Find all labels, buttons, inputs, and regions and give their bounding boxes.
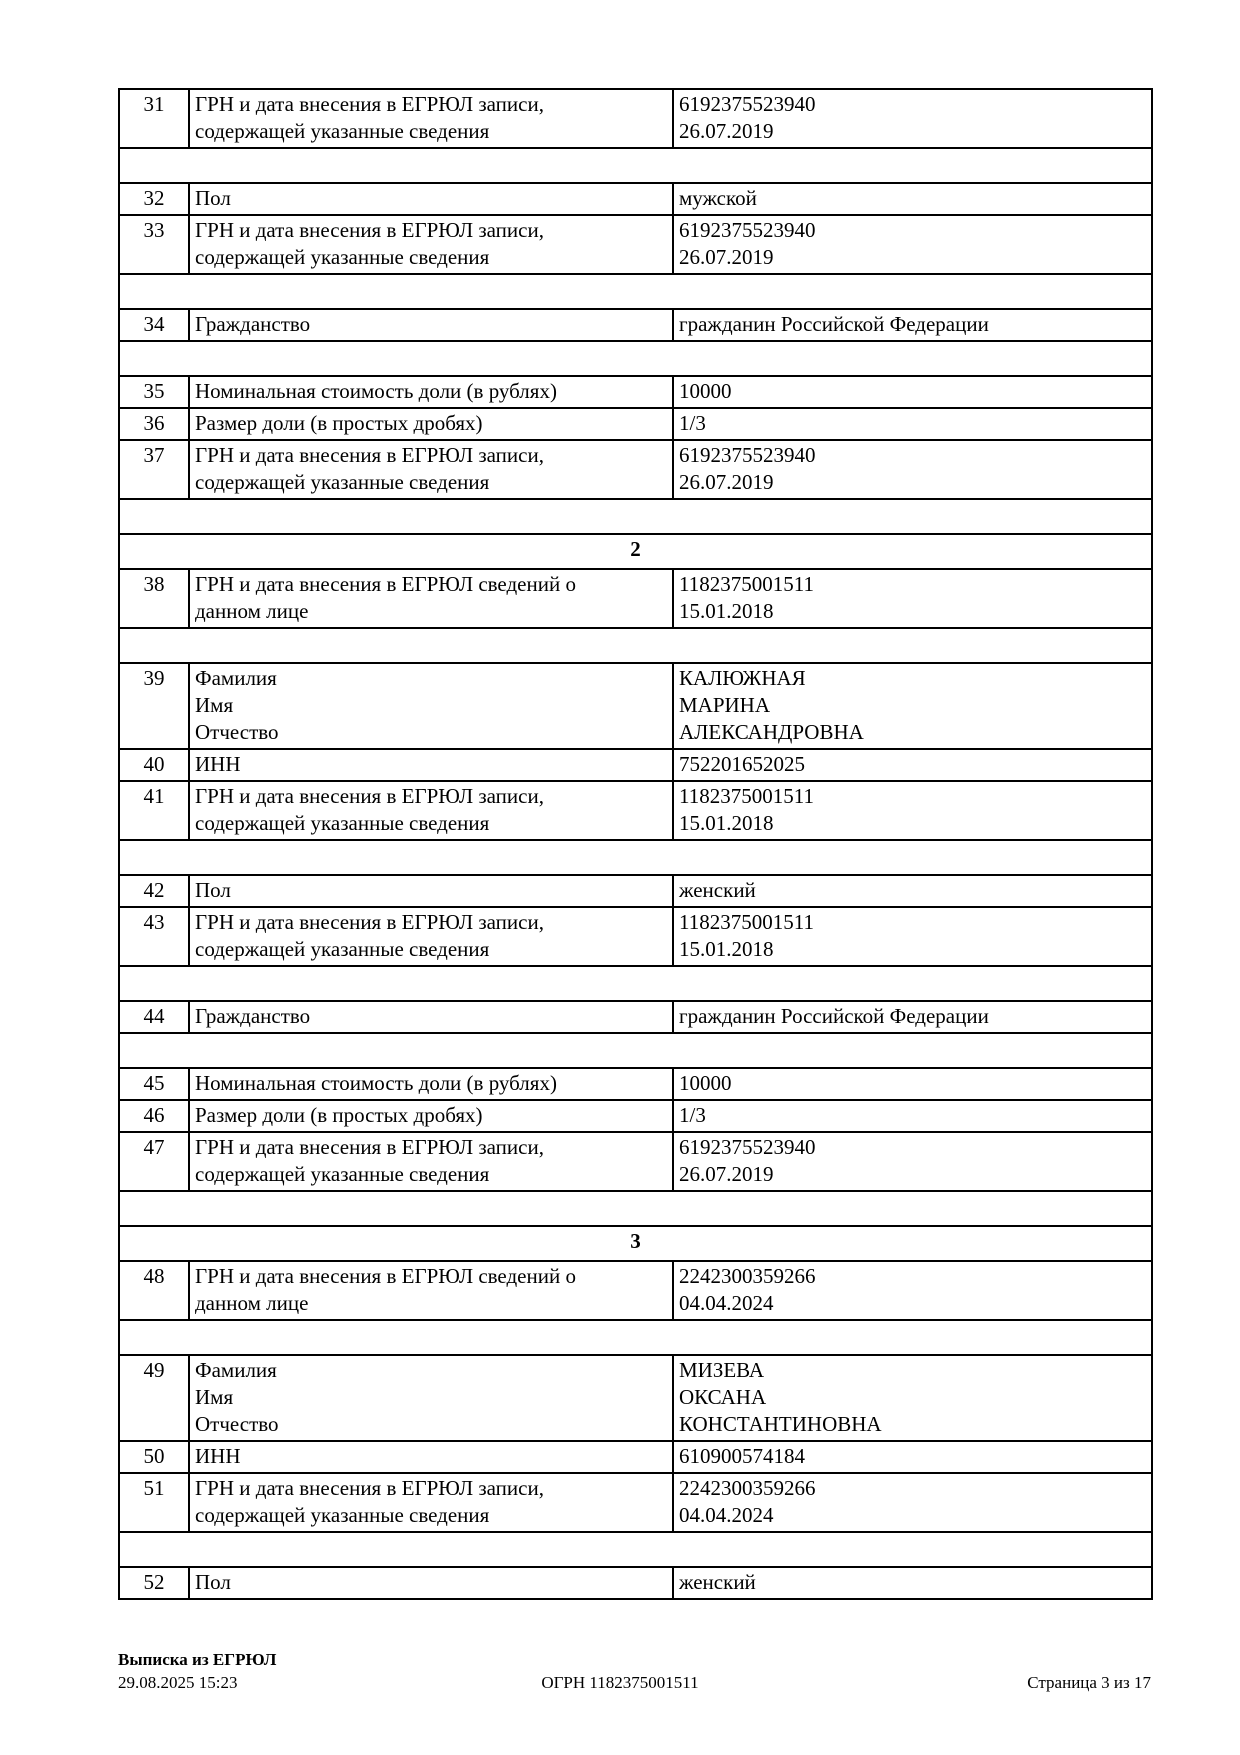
spacer-cell bbox=[119, 1191, 1152, 1226]
row-label: Пол bbox=[189, 875, 673, 907]
row-value: 6192375523940 26.07.2019 bbox=[673, 440, 1152, 499]
footer-page-number: Страница 3 из 17 bbox=[1027, 1673, 1151, 1692]
row-label: ГРН и дата внесения в ЕГРЮЛ записи, содержащей указанные сведения bbox=[189, 907, 673, 966]
spacer-cell bbox=[119, 499, 1152, 534]
row-label: Номинальная стоимость доли (в рублях) bbox=[189, 1068, 673, 1100]
row-number: 49 bbox=[119, 1355, 189, 1441]
row-number: 36 bbox=[119, 408, 189, 440]
table-row bbox=[119, 215, 1152, 274]
table-row bbox=[119, 1132, 1152, 1191]
row-number: 43 bbox=[119, 907, 189, 966]
row-number: 42 bbox=[119, 875, 189, 907]
spacer-cell bbox=[119, 341, 1152, 376]
row-label: Гражданство bbox=[189, 309, 673, 341]
table-row bbox=[119, 1001, 1152, 1033]
row-value: МИЗЕВА ОКСАНА КОНСТАНТИНОВНА bbox=[673, 1355, 1152, 1441]
document-title: Выписка из ЕГРЮЛ bbox=[118, 1650, 277, 1669]
row-value: 1182375001511 15.01.2018 bbox=[673, 781, 1152, 840]
row-value: гражданин Российской Федерации bbox=[673, 309, 1152, 341]
table-row bbox=[119, 1068, 1152, 1100]
spacer-row bbox=[119, 341, 1152, 376]
row-label: Пол bbox=[189, 1567, 673, 1599]
row-value: женский bbox=[673, 1567, 1152, 1599]
spacer-row bbox=[119, 274, 1152, 309]
row-label: Фамилия Имя Отчество bbox=[189, 663, 673, 749]
row-number: 33 bbox=[119, 215, 189, 274]
table-row bbox=[119, 309, 1152, 341]
row-value: КАЛЮЖНАЯ МАРИНА АЛЕКСАНДРОВНА bbox=[673, 663, 1152, 749]
table-row bbox=[119, 440, 1152, 499]
spacer-cell bbox=[119, 1033, 1152, 1068]
row-label: ИНН bbox=[189, 1441, 673, 1473]
row-number: 31 bbox=[119, 89, 189, 148]
table-row bbox=[119, 183, 1152, 215]
section-header-row bbox=[119, 1226, 1152, 1261]
row-value: 6192375523940 26.07.2019 bbox=[673, 1132, 1152, 1191]
table-row bbox=[119, 907, 1152, 966]
section-number: 2 bbox=[119, 534, 1152, 569]
row-value: 752201652025 bbox=[673, 749, 1152, 781]
row-value: 6192375523940 26.07.2019 bbox=[673, 215, 1152, 274]
spacer-cell bbox=[119, 840, 1152, 875]
row-value: мужской bbox=[673, 183, 1152, 215]
row-value: 2242300359266 04.04.2024 bbox=[673, 1261, 1152, 1320]
spacer-cell bbox=[119, 274, 1152, 309]
row-label: Размер доли (в простых дробях) bbox=[189, 408, 673, 440]
extract-datetime: 29.08.2025 15:23 bbox=[118, 1673, 238, 1692]
row-label: Размер доли (в простых дробях) bbox=[189, 1100, 673, 1132]
row-value: женский bbox=[673, 875, 1152, 907]
row-number: 52 bbox=[119, 1567, 189, 1599]
row-label: ГРН и дата внесения в ЕГРЮЛ записи, содержащей указанные сведения bbox=[189, 1473, 673, 1532]
table-row bbox=[119, 376, 1152, 408]
row-label: ИНН bbox=[189, 749, 673, 781]
spacer-row bbox=[119, 1320, 1152, 1355]
spacer-row bbox=[119, 1532, 1152, 1567]
row-label: ГРН и дата внесения в ЕГРЮЛ записи, содержащей указанные сведения bbox=[189, 440, 673, 499]
row-number: 50 bbox=[119, 1441, 189, 1473]
table-row bbox=[119, 89, 1152, 148]
row-number: 44 bbox=[119, 1001, 189, 1033]
row-number: 37 bbox=[119, 440, 189, 499]
row-label: Гражданство bbox=[189, 1001, 673, 1033]
spacer-cell bbox=[119, 966, 1152, 1001]
row-number: 46 bbox=[119, 1100, 189, 1132]
row-label: ГРН и дата внесения в ЕГРЮЛ сведений о данном лице bbox=[189, 569, 673, 628]
spacer-row bbox=[119, 966, 1152, 1001]
row-number: 34 bbox=[119, 309, 189, 341]
table-row bbox=[119, 781, 1152, 840]
table-row bbox=[119, 663, 1152, 749]
row-label: ГРН и дата внесения в ЕГРЮЛ сведений о данном лице bbox=[189, 1261, 673, 1320]
spacer-row bbox=[119, 499, 1152, 534]
row-number: 51 bbox=[119, 1473, 189, 1532]
row-number: 32 bbox=[119, 183, 189, 215]
section-header-row bbox=[119, 534, 1152, 569]
row-number: 39 bbox=[119, 663, 189, 749]
row-label: Фамилия Имя Отчество bbox=[189, 1355, 673, 1441]
row-value: 10000 bbox=[673, 376, 1152, 408]
spacer-cell bbox=[119, 1320, 1152, 1355]
spacer-row bbox=[119, 628, 1152, 663]
row-number: 40 bbox=[119, 749, 189, 781]
row-label: Пол bbox=[189, 183, 673, 215]
row-number: 47 bbox=[119, 1132, 189, 1191]
row-label: Номинальная стоимость доли (в рублях) bbox=[189, 376, 673, 408]
row-value: 10000 bbox=[673, 1068, 1152, 1100]
spacer-row bbox=[119, 1033, 1152, 1068]
row-value: 1182375001511 15.01.2018 bbox=[673, 907, 1152, 966]
row-value: 610900574184 bbox=[673, 1441, 1152, 1473]
row-number: 41 bbox=[119, 781, 189, 840]
row-value: 2242300359266 04.04.2024 bbox=[673, 1473, 1152, 1532]
table-row bbox=[119, 1100, 1152, 1132]
egrul-extract-table bbox=[118, 88, 1153, 1600]
row-value: 6192375523940 26.07.2019 bbox=[673, 89, 1152, 148]
table-row bbox=[119, 1441, 1152, 1473]
table-row bbox=[119, 749, 1152, 781]
table-row bbox=[119, 1355, 1152, 1441]
row-number: 38 bbox=[119, 569, 189, 628]
table-row bbox=[119, 875, 1152, 907]
row-label: ГРН и дата внесения в ЕГРЮЛ записи, содержащей указанные сведения bbox=[189, 781, 673, 840]
spacer-row bbox=[119, 148, 1152, 183]
spacer-cell bbox=[119, 628, 1152, 663]
spacer-cell bbox=[119, 148, 1152, 183]
section-number: 3 bbox=[119, 1226, 1152, 1261]
table-row bbox=[119, 1261, 1152, 1320]
row-label: ГРН и дата внесения в ЕГРЮЛ записи, содержащей указанные сведения bbox=[189, 1132, 673, 1191]
spacer-row bbox=[119, 1191, 1152, 1226]
row-label: ГРН и дата внесения в ЕГРЮЛ записи, содержащей указанные сведения bbox=[189, 215, 673, 274]
table-row bbox=[119, 1473, 1152, 1532]
table-row bbox=[119, 408, 1152, 440]
row-value: 1/3 bbox=[673, 408, 1152, 440]
spacer-row bbox=[119, 840, 1152, 875]
row-value: гражданин Российской Федерации bbox=[673, 1001, 1152, 1033]
footer-ogrn: ОГРН 1182375001511 bbox=[541, 1673, 699, 1692]
table-row bbox=[119, 569, 1152, 628]
row-number: 48 bbox=[119, 1261, 189, 1320]
table-row bbox=[119, 1567, 1152, 1599]
spacer-cell bbox=[119, 1532, 1152, 1567]
row-number: 45 bbox=[119, 1068, 189, 1100]
row-number: 35 bbox=[119, 376, 189, 408]
row-value: 1/3 bbox=[673, 1100, 1152, 1132]
row-value: 1182375001511 15.01.2018 bbox=[673, 569, 1152, 628]
egrul-extract-table-body bbox=[119, 89, 1152, 1599]
row-label: ГРН и дата внесения в ЕГРЮЛ записи, содержащей указанные сведения bbox=[189, 89, 673, 148]
